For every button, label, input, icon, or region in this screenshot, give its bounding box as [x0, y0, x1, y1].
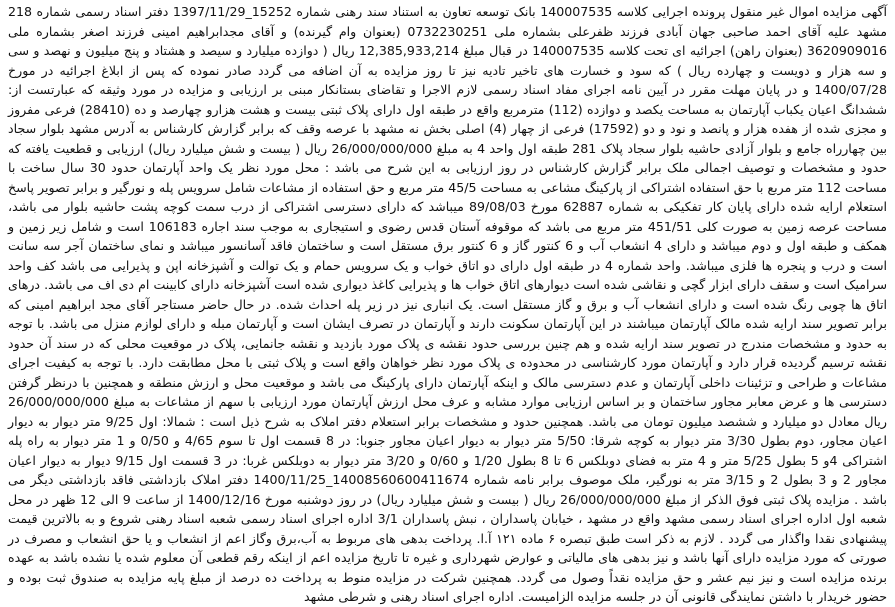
notice-body-text: آگهی مزایده اموال غیر منقول پرونده اجرایی کلاسه 140007535 بانک توسعه تعاون به استناد سند رهنی شماره 15252_1397/11/29 دفتر اسناد رسمی شماره 218 مشهد علیه آقای احمد صاحبی جهان آبادی فرزند ظفرعلی بشماره ملی 0732230251 (بعنوان وام گیرنده) و آقای مجدابراهیم امینی فرزند اصغر بشماره ملی 3620909016 (بعنوان راهن) اجرائیه ای تحت کلاسه 140007535 در قبال مبلغ 12,385,933,214 ریال ( دوازده میلیارد و سیصد و هشتاد و پنج میلیون و نهصد و سی و سه هزار و دویست و چهارده ریال ) که سود و خسارت های تاخیر تادیه نیز تا روز مزایده به آن اضافه می گردد صادر نموده که پس از ابلاغ اجرائیه در مورخ 1400/07/28 و در پایان مهلت مقرر در آیین نامه اجرای مفاد اسناد رسمی لازم الاجرا و تقاضای بستانکار مبنی بر ارزیابی و مزایده در مورد وثیقه که عبارتست از: ششدانگ اعیان یکباب آپارتمان به مساحت یکصد و دوازده (112) مترمربع واقع در طبقه اول دارای پلاک ثبتی بیست و هشت هزارو چهارصد و ده (28410) فرعی مفروز و مجزی شده از هفده هزار و پانصد و نود و دو (17592) فرعی از چهار (4) اصلی بخش نه مشهد با عرصه وقف که برابر گزارش کارشناس به آدرس مشهد بلوار سجاد بین چهارراه جامع و بلوار آزادی حاشیه بلوار سجاد پلاک 281 طبقه اول واحد 4 به مبلغ 26/000/000/000 ریال ( بیست و شش میلیارد ریال) ارزیابی و قطعیت یافته که حدود و مشخصات و توصیف اجمالی ملک برابر گزارش کارشناس در روز ارزیابی به این شرح می باشد : محل مورد نظر یک واحد آپارتمان حدود 30 سال ساخت با مساحت 112 متر مربع با حق استفاده اشتراکی از پارکینگ مشاعی به مساحت 45/5 متر مربع و حق استفاده از مشاعات شامل سرویس پله و نورگیر و برابر تصویر پاسخ استعلام ارایه شده دارای پایان کار تفکیکی به شماره 62887 مورخ 89/08/03 میباشد که دارای دسترسی اشتراکی از درب سمت کوچه پشت حاشیه بلوار می باشد، مساحت عرصه زمین به صورت کلی 451/51 متر مربع می باشد که موقوفه آستان قدس رضوی و استیجاری به موجب سند اجاره 106183 است و شامل زیر زمین و همکف و طبقه اول و دوم میباشد و دارای 4 انشعاب آب و 6 کنتور گاز و 6 کنتور برق مستقل است و ساختمان فاقد آسانسور میباشد و نمای ساختمان آجر سه سانت است و درب و پنجره ها فلزی میباشد. واحد شماره 4 در طبقه اول دارای دو اتاق خواب و یک سرویس حمام و یک توالت و آشپزخانه اپن و پذیرایی می باشد کف واحد سرامیک است و سقف دارای ابزار گچی و نقاشی شده است دیوارهای اتاق خواب ها و پذیرایی کاغذ دیواری شده است آشپزخانه دارای کابینت ام دی اف می باشد. درهای اتاق ها چوبی رنگ شده است و دارای انشعاب آب و برق و گاز مستقل است. یک انباری نیز در زیر پله احداث شده. در حال حاضر مستاجر آقای مجد ابراهیم امینی که برابر تصویر سند ارایه شده مالک آپارتمان میباشند در این آپارتمان سکونت دارند و آپارتمان در تصرف ایشان است و آپارتمان مبله و دارای لوازم منزل می باشد. با توجه به حدود و مشخصات مندرج در تصویر سند ارایه شده و هم چنین بررسی حدود نقشه ی پلاک مورد بازدید و نقشه جانمایی، پلاک در موقعیت محلی که در سند آن حدود نقشه ترسیم گردیده قرار دارد و آپارتمان مورد کارشناسی در محدوده ی پلاک مورد نظر خواهان واقع است و پلاک ثبتی با محل مطابقت دارد. با توجه به کیفیت اجرای مشاعات و طراحی و تزئینات داخلی آپارتمان و عدم دسترسی مالک و اینکه آپارتمان دارای پارکینگ می باشد و موقعیت محل و ارزش منطقه و همچنین با درنظر گرفتن دسترسی ها و عرض معابر مجاور ساختمان و بر اساس ارزیابی موارد مشابه و عرف محل ارزش آپارتمان مورد ارزیابی با سهم از مشاعات به مبلغ 26/000/000/000 ریال معادل دو میلیارد و ششصد میلیون تومان می باشد. همچنین حدود و مشخصات برابر استعلام دفتر املاک به شرح ذیل است : شمالا: اول 9/25 متر دیوار به دیوار اعیان مجاور، دوم بطول 3/30 متر دیوار به کوچه شرقا: 5/50 متر دیوار به دیوار اعیان مجاور جنوبا: در 8 قسمت اول تا سوم 4/65 و 0/50 و 1 متر دیوار به راه پله اشتراکی 4و 5 بطول 5/25 متر و 4 متر به فضای دوبلکس 6 تا 8 بطول 1/20 و 0/60 و 3/20 متر دیوار به دوبلکس غربا: در 3 قسمت اول 9/15 دیوار به دیوار اعیان مجاور 2 و 3 بطول 2 و 3/15 متر به نورگیر، ملک موصوف برابر نامه شماره 14008560600411674_1400/11/25 دفتر املاک بازداشتی فاقد بازداشتی دیگر می باشد . مزایده پلاک ثبتی فوق الذکر از مبلغ 26/000/000/000 ریال ( بیست و شش میلیارد ریال) در روز دوشنبه مورخ 1400/12/16 از ساعت 9 الی 12 ظهر در محل شعبه اول اداره اجرای اسناد رسمی مشهد واقع در مشهد ، خیابان پاسداران ، نبش پاسداران 3/1 اداره اجرای اسناد رسمی شعبه اسناد رهنی شروع و به بالاترین قیمت پیشنهادی نقدا واگذار می گردد . لازم به ذکر است طبق تبصره ۶ ماده ۱۲۱ آ.ا. پرداخت بدهی های مربوط به آب،برق وگاز اعم از انشعاب و یا حق انشعاب و مصرف در صورتی که مورد مزایده دارای آنها باشد و نیز بدهی های مالیاتی و عوارض شهرداری و غیره تا تاریخ مزایده اعم از اینکه رقم قطعی آن معلوم شده یا نشده باشد به عهده برنده مزایده است و نیز نیم عشر و حق مزایده نقداً وصول می گردد. همچنین شرکت در مزایده منوط به پرداخت ده درصد از مبلغ پایه مزایده به صندوق ثبت بوده و حضور خریدار با داشتن نمایندگی قانونی آن در جلسه مزایده الزامیست. اداره اجرای اسناد رهنی و شرطی مشهد [8, 4, 888, 604]
auction-notice [8, 2, 888, 604]
